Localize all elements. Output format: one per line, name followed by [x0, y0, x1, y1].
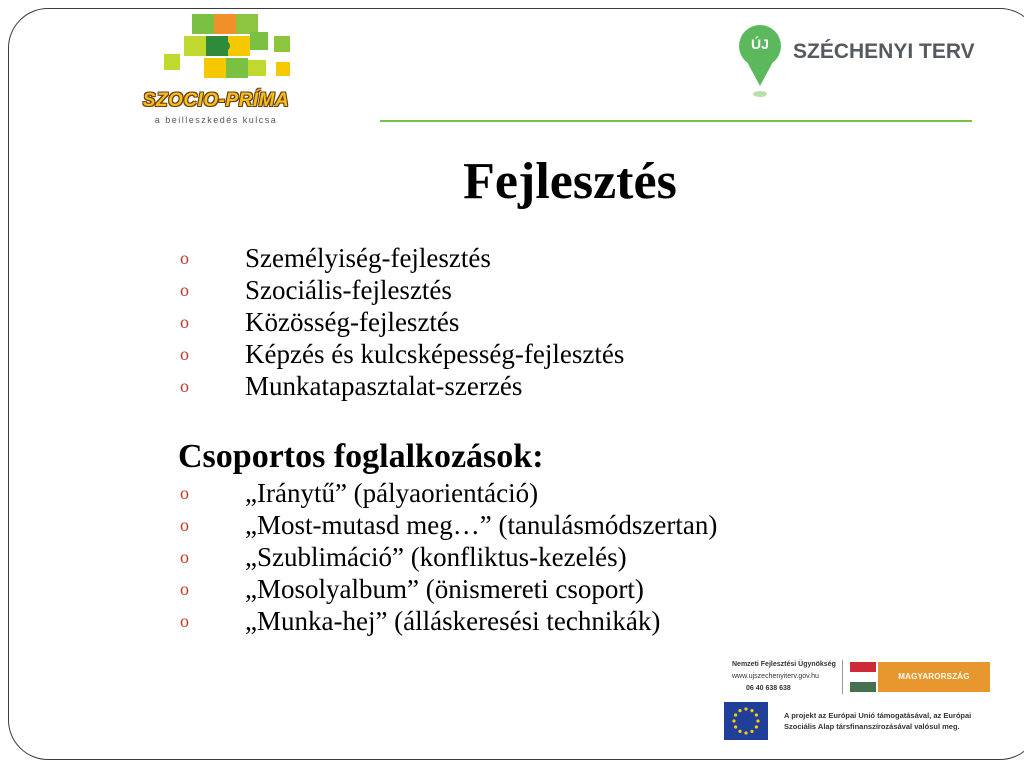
bullet-icon: o [180, 547, 189, 567]
bullet-icon: o [180, 611, 189, 631]
list-item-text: Személyiség-fejlesztés [245, 243, 491, 273]
bullet-icon: o [180, 579, 189, 599]
agency-name: Nemzeti Fejlesztési Ügynökség [732, 661, 836, 668]
puzzle-icon [144, 10, 294, 92]
logo-name: SZÉCHENYI TERV [793, 40, 975, 63]
eu-flag-icon [724, 702, 768, 740]
szocio-prima-logo [126, 10, 306, 125]
section-heading: Csoportos foglalkozások: [178, 438, 544, 475]
szechenyi-terv-logo [738, 24, 978, 100]
page-title: Fejlesztés [463, 153, 677, 210]
brand-name: SZOCIO-PRÍMA [142, 90, 290, 111]
list-item-text: Képzés és kulcsképesség-fejlesztés [245, 339, 625, 369]
magyarorszag-megujul-badge: MAGYARORSZÁG MEGÚJUL [878, 662, 990, 692]
header-divider [380, 120, 972, 122]
bullet-icon: o [180, 344, 189, 364]
bullet-icon: o [180, 248, 189, 268]
bullet-icon: o [180, 515, 189, 535]
pin-label: ÚJ [751, 36, 769, 52]
agency-phone: 06 40 638 638 [746, 685, 791, 692]
eu-support-line-2: Szociális Alap társfinanszírozásával valósul meg. [784, 722, 960, 731]
bullet-icon: o [180, 312, 189, 332]
footer-divider [842, 660, 843, 694]
list-item-text: Közösség-fejlesztés [245, 307, 460, 337]
agency-website: www.ujszechenyiterv.gov.hu [732, 673, 819, 680]
list-item-text: „Most-mutasd meg…” (tanulásmódszertan) [245, 510, 718, 540]
brand-tagline: a beilleszkedés kulcsa [154, 115, 278, 125]
list-item-text: „Szublimáció” (konfliktus-kezelés) [245, 542, 627, 572]
eu-support-text [784, 710, 1004, 732]
list-item-text: „Iránytű” (pályaorientáció) [245, 478, 539, 508]
bullet-icon: o [180, 483, 189, 503]
list-item-text: Munkatapasztalat-szerzés [245, 371, 523, 401]
list-item-text: „Mosolyalbum” (önismereti csoport) [245, 574, 644, 604]
funding-footer [706, 646, 1004, 756]
bullet-icon: o [180, 280, 189, 300]
hungarian-flag-icon [850, 662, 876, 692]
bullet-icon: o [180, 376, 189, 396]
eu-support-line-1: A projekt az Európai Unió támogatásával, az Európai [784, 711, 972, 720]
list-item-text: Szociális-fejlesztés [245, 275, 452, 305]
list-item-text: „Munka-hej” (álláskeresési technikák) [245, 606, 661, 636]
